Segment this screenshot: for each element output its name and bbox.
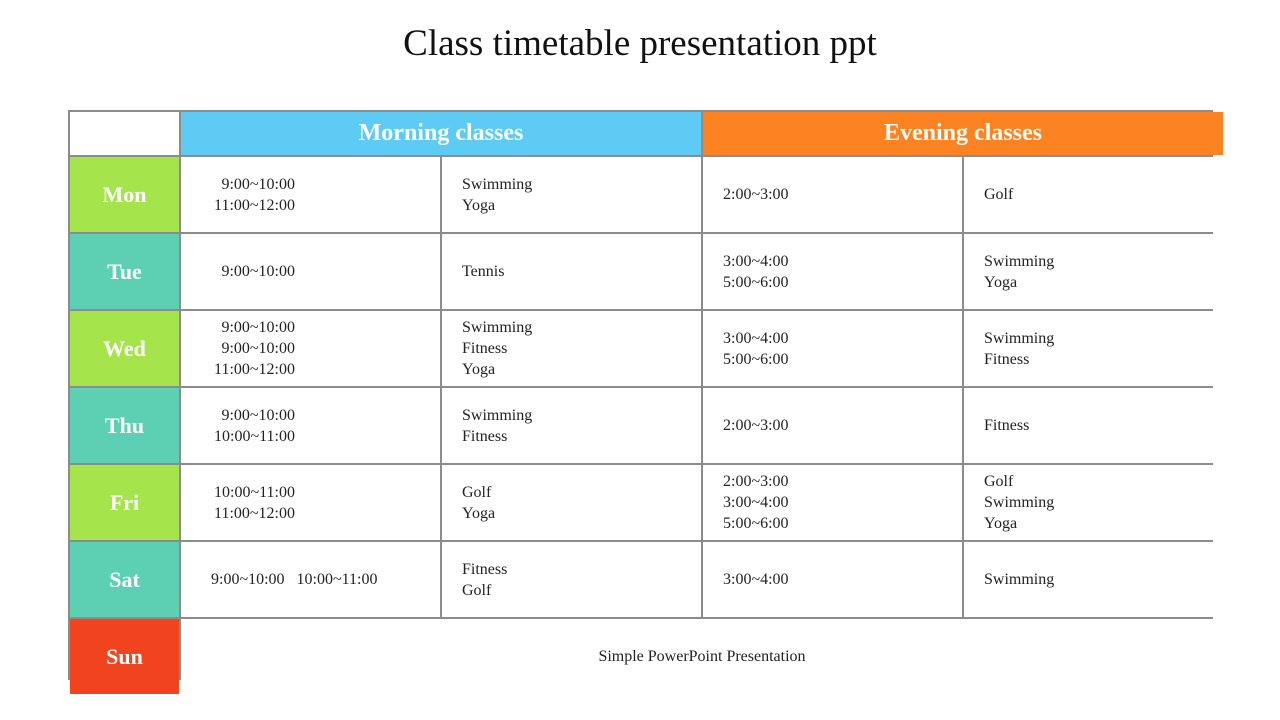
morning-times-cell <box>181 388 440 463</box>
class-name: Fitness <box>462 427 508 445</box>
morning-classes-cell <box>442 465 701 540</box>
evening-classes-cell <box>964 234 1223 309</box>
class-name: Yoga <box>984 515 1018 532</box>
class-name: Swimming <box>462 175 533 193</box>
evening-classes-cell <box>964 311 1223 386</box>
page-title: Class timetable presentation ppt <box>403 23 877 64</box>
class-name: Swimming <box>984 571 1055 588</box>
evening-times-cell <box>703 542 962 617</box>
class-name: Swimming <box>984 252 1055 270</box>
time-slot: 11:00~12:00 <box>214 504 295 522</box>
time-slot: 3:00~4:00 <box>723 329 789 347</box>
class-name: Swimming <box>984 329 1055 347</box>
morning-classes-cell <box>442 542 701 617</box>
evening-classes-cell <box>964 388 1223 463</box>
time-slot: 9:00~10:00 <box>221 406 295 424</box>
class-name: Golf <box>462 483 492 501</box>
evening-times-cell <box>703 311 962 386</box>
class-name: Fitness <box>462 340 508 357</box>
evening-times-cell <box>703 465 962 540</box>
class-name: Golf <box>462 581 492 599</box>
evening-classes-header: Evening classes <box>703 112 1223 155</box>
time-slot: 3:00~4:00 <box>723 494 789 511</box>
evening-times-cell <box>703 234 962 309</box>
class-name: Fitness <box>462 560 508 578</box>
time-slot: 5:00~6:00 <box>723 515 789 532</box>
timetable-grid <box>68 110 1213 680</box>
class-name: Swimming <box>462 406 533 424</box>
morning-times-cell <box>181 234 440 309</box>
evening-classes-cell <box>964 542 1223 617</box>
time-slot: 10:00~11:00 <box>214 427 295 445</box>
time-slot: 9:00~10:00 10:00~11:00 <box>211 571 378 588</box>
time-slot: 3:00~4:00 <box>723 571 789 588</box>
morning-classes-cell <box>442 311 701 386</box>
morning-times-cell <box>181 465 440 540</box>
day-label: Sat <box>70 542 179 617</box>
class-name: Golf <box>984 186 1014 203</box>
morning-classes-cell <box>442 157 701 232</box>
time-slot: 9:00~10:00 <box>221 319 295 336</box>
class-name: Tennis <box>462 263 505 280</box>
day-label: Sun <box>70 619 179 694</box>
class-name: Swimming <box>984 494 1055 511</box>
day-label: Fri <box>70 465 179 540</box>
day-label: Thu <box>70 388 179 463</box>
time-slot: 2:00~3:00 <box>723 417 789 434</box>
evening-times-cell <box>703 157 962 232</box>
morning-times-cell <box>181 311 440 386</box>
class-name: Yoga <box>984 273 1018 291</box>
time-slot: 9:00~10:00 <box>221 263 295 280</box>
day-label: Mon <box>70 157 179 232</box>
time-slot: 11:00~12:00 <box>214 361 295 378</box>
time-slot: 3:00~4:00 <box>723 252 789 270</box>
time-slot: 5:00~6:00 <box>723 350 789 368</box>
time-slot: 2:00~3:00 <box>723 186 789 203</box>
evening-classes-cell <box>964 465 1223 540</box>
morning-classes-cell <box>442 388 701 463</box>
time-slot: 9:00~10:00 <box>221 175 295 193</box>
morning-times-cell <box>181 157 440 232</box>
class-name: Yoga <box>462 504 496 522</box>
class-name: Fitness <box>984 350 1030 368</box>
time-slot: 11:00~12:00 <box>214 196 295 214</box>
morning-classes-cell <box>442 234 701 309</box>
time-slot: 5:00~6:00 <box>723 273 789 291</box>
corner-cell <box>70 112 179 155</box>
class-name: Swimming <box>462 319 533 336</box>
evening-classes-cell <box>964 157 1223 232</box>
morning-times-cell <box>181 542 440 617</box>
class-name: Yoga <box>462 196 496 214</box>
class-name: Fitness <box>984 417 1030 434</box>
time-slot: 9:00~10:00 <box>221 340 295 357</box>
time-slot: 10:00~11:00 <box>214 483 295 501</box>
sunday-message: Simple PowerPoint Presentation <box>181 619 1223 694</box>
day-label: Tue <box>70 234 179 309</box>
day-label: Wed <box>70 311 179 386</box>
evening-times-cell <box>703 388 962 463</box>
morning-classes-header: Morning classes <box>181 112 701 155</box>
class-name: Golf <box>984 473 1014 490</box>
time-slot: 2:00~3:00 <box>723 473 789 490</box>
class-name: Yoga <box>462 361 496 378</box>
